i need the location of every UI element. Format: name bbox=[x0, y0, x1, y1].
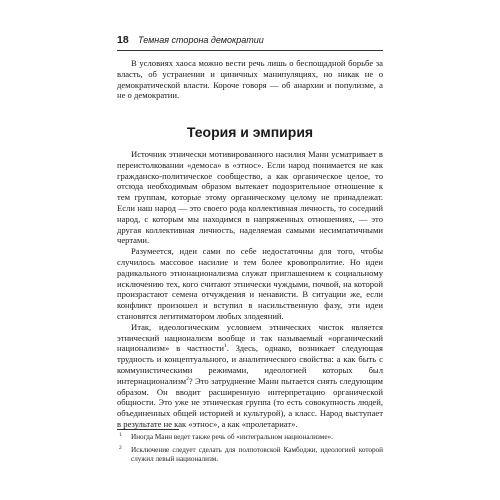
paragraph-3-text-c: ? Это затруднение Манн пытается снять следующим образом. Он вводит расширенную интерпретацию органической общности. Это уже не этническая группа (то есть совокупность людей, объединенных общей историей и культурой), а класс. Народ выступает в результате не как «этнос», а как «пролетариат». bbox=[117, 375, 383, 429]
footnote-2 bbox=[117, 446, 383, 465]
paragraph-3-text-b: . Здесь, однако, возникает следующая трудность и концептуального, и аналитического свойства: а как быть с коммунистическими режимами, идеологией которых был интернационализм bbox=[117, 343, 384, 386]
section-heading: Теория и эмпирия bbox=[186, 124, 314, 140]
intro-paragraph: В условиях хаоса можно вести речь лишь о беспощадной борьбе за власть, об устранении и циничных манипуляциях, но никак не о демократической власти. Короче говоря — об анархии и популизме, а не о демократии. bbox=[117, 58, 383, 101]
paragraph-3-text-a: Итак, идеологическим условием этнических чисток является этнический национализм вообще и так называемый «органический национализм» в частности bbox=[117, 321, 383, 354]
footnote-divider bbox=[117, 429, 179, 430]
section-body bbox=[117, 149, 383, 430]
body-paragraph-3 bbox=[117, 322, 383, 430]
footnote-2-text: Исключение следует сделать для полпотовской Камбоджи, идеологией которой служил левый национализм. bbox=[131, 445, 383, 464]
footnote-1-text: Иногда Манн ведет также речь об «интегральном национализме». bbox=[131, 433, 333, 441]
intro-text bbox=[117, 58, 383, 101]
running-title: Темная сторона демократии bbox=[138, 35, 264, 45]
running-head bbox=[117, 34, 383, 51]
body-paragraph-1: Источник этнически мотивированного насилия Манн усматривает в переистолковании «демоса» в «этнос». Если народ понимается не как гражданско-политическое сообщество, а как органическое целое, то отсюда необходимым образом вытекает подозрительное отношение к тем группам, которые этому органическому целому не принадлежат. Если наш народ — это своего рода коллективная личность, то соседний народ, с которым мы находимся в напряженных отношениях, — это другая коллективная личность, наделяемая самыми несимпатичными чертами. bbox=[117, 149, 383, 246]
footnote-ref-2[interactable]: 2 bbox=[186, 375, 189, 382]
body-paragraph-2: Разумеется, идеи сами по себе недостаточны для того, чтобы случилось массовое насилие и тем более кровопролитие. Но идеи радикального этнонационализма служат приглашением к социальному исключению тех, кого считают этнически чуждыми, почвой, на которой произрастают семена отчуждения и ненависти. В ситуации же, если конфликт произошел и вступил в насильственную фазу, эти идеи становятся легитиматором любых злодеяний. bbox=[117, 246, 383, 321]
footnotes bbox=[117, 433, 383, 468]
footnote-2-mark: 2 bbox=[119, 444, 122, 451]
footnote-1-mark: 1 bbox=[119, 432, 122, 438]
page-number: 18 bbox=[117, 34, 129, 46]
footnote-1 bbox=[117, 433, 383, 443]
footnote-ref-1[interactable]: 1 bbox=[223, 343, 227, 350]
